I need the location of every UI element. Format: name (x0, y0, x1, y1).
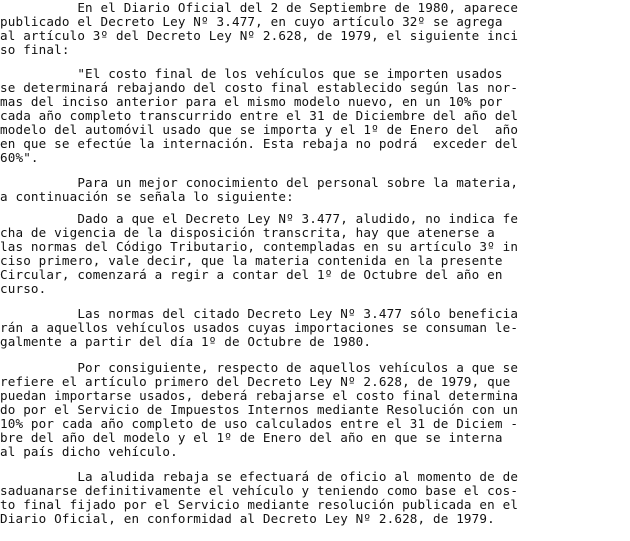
paragraph-6-line-3: puedan importarse usados, deberá rebajarse el costo final determina (0, 388, 519, 403)
paragraph-6-line-2: refiere el artículo primero del Decreto Ley Nº 2.628, de 1979, que (0, 374, 511, 389)
paragraph-4-line-6: curso. (0, 281, 47, 296)
paragraph-6-line-1: Por consiguiente, respecto de aquellos vehículos a que se (0, 360, 519, 375)
paragraph-1-line-4: so final: (0, 42, 70, 57)
paragraph-6-line-6: bre del año del modelo y el 1º de Enero del año en que se interna (0, 430, 503, 445)
paragraph-7-line-1: La aludida rebaja se efectuará de oficio al momento de de (0, 469, 519, 484)
paragraph-2-line-5: modelo del automóvil usado que se importa y el 1º de Enero del año (0, 122, 519, 137)
paragraph-2-line-6: en que se efectúe la internación. Esta rebaja no podrá exceder del (0, 136, 519, 151)
paragraph-2-line-4: cada año completo transcurrido entre el 31 de Diciembre del año del (0, 108, 519, 123)
paragraph-1-line-3: al artículo 3º del Decreto Ley Nº 2.628, de 1979, el siguiente inci (0, 28, 519, 43)
paragraph-4-line-4: ciso primero, vale decir, que la materia contenida en la presente (0, 253, 503, 268)
paragraph-3-line-1: Para un mejor conocimiento del personal sobre la materia, (0, 175, 519, 190)
paragraph-5-line-2: rán a aquellos vehículos usados cuyas importaciones se consuman le- (0, 320, 519, 335)
paragraph-2-line-7: 60%". (0, 150, 39, 165)
paragraph-6-line-4: do por el Servicio de Impuestos Internos mediante Resolución con un (0, 402, 519, 417)
paragraph-3-line-2: a continuación se señala lo siguiente: (0, 189, 294, 204)
paragraph-5-line-3: galmente a partir del día 1º de Octubre de 1980. (0, 334, 372, 349)
paragraph-2-line-2: se determinará rebajando del costo final establecido según las nor- (0, 80, 519, 95)
paragraph-7-line-3: to final fijado por el Servicio mediante resolución publicada en el (0, 497, 519, 512)
paragraph-5-line-1: Las normas del citado Decreto Ley Nº 3.477 sólo beneficia (0, 306, 519, 321)
paragraph-6-line-5: 10% por cada año completo de uso calculados entre el 31 de Diciem - (0, 416, 519, 431)
paragraph-4-line-3: las normas del Código Tributario, contempladas en su artículo 3º in (0, 239, 519, 254)
paragraph-1-line-2: publicado el Decreto Ley Nº 3.477, en cuyo artículo 32º se agrega (0, 14, 503, 29)
paragraph-4-line-2: cha de vigencia de la disposición transcrita, hay que atenerse a (0, 225, 495, 240)
paragraph-2-line-3: mas del inciso anterior para el mismo modelo nuevo, en un 10% por (0, 94, 503, 109)
paragraph-6-line-7: al país dicho vehículo. (0, 444, 178, 459)
paragraph-7-line-4: Diario Oficial, en conformidad al Decreto Ley Nº 2.628, de 1979. (0, 511, 495, 526)
paragraph-7-line-2: saduanarse definitivamente el vehículo y teniendo como base el cos- (0, 483, 519, 498)
paragraph-1-line-1: En el Diario Oficial del 2 de Septiembre de 1980, aparece (0, 0, 519, 15)
paragraph-4-line-1: Dado a que el Decreto Ley Nº 3.477, aludido, no indica fe (0, 211, 519, 226)
paragraph-4-line-5: Circular, comenzará a regir a contar del 1º de Octubre del año en (0, 267, 503, 282)
paragraph-2-line-1: "El costo final de los vehículos que se importen usados (0, 66, 503, 81)
